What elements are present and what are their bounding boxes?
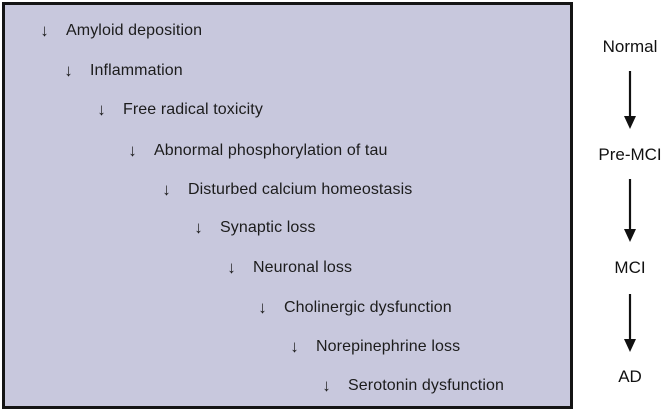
stage-label-ad: AD xyxy=(618,367,642,386)
cascade-row-abnormal-phosphorylation-of-tau xyxy=(126,140,387,162)
down-arrow-icon: ↓ xyxy=(40,21,49,40)
cascade-row-amyloid-deposition xyxy=(38,20,202,42)
down-arrow-icon: ↓ xyxy=(162,180,171,199)
cascade-row-disturbed-calcium-homeostasis xyxy=(160,179,412,201)
cascade-label: Inflammation xyxy=(90,62,183,79)
down-arrow-icon: ↓ xyxy=(64,61,73,80)
cascade-label: Neuronal loss xyxy=(253,259,353,276)
stage-label-pre-mci: Pre-MCI xyxy=(598,145,662,164)
down-arrow-icon xyxy=(622,179,638,242)
cascade-row-neuronal-loss xyxy=(225,257,352,279)
stage-label-mci: MCI xyxy=(614,258,646,277)
down-arrow-icon: ↓ xyxy=(322,376,331,395)
cascade-label: Amyloid deposition xyxy=(66,22,203,39)
cascade-box xyxy=(2,2,573,409)
cascade-label: Serotonin dysfunction xyxy=(348,377,504,394)
cascade-row-free-radical-toxicity xyxy=(95,99,263,121)
cascade-row-norepinephrine-loss xyxy=(288,336,460,358)
cascade-label: Abnormal phosphorylation of tau xyxy=(154,142,388,159)
stage-label-normal: Normal xyxy=(602,37,658,56)
down-arrow-icon: ↓ xyxy=(128,141,137,160)
cascade-label: Disturbed calcium homeostasis xyxy=(188,181,413,198)
down-arrow-icon: ↓ xyxy=(290,337,299,356)
down-arrow-icon xyxy=(622,294,638,352)
down-arrow-icon: ↓ xyxy=(194,218,203,237)
cascade-label: Cholinergic dysfunction xyxy=(284,299,452,316)
cascade-label: Synaptic loss xyxy=(220,219,316,236)
down-arrow-icon: ↓ xyxy=(258,298,267,317)
cascade-row-serotonin-dysfunction xyxy=(320,375,504,397)
cascade-row-inflammation xyxy=(62,60,183,82)
down-arrow-icon xyxy=(622,71,638,129)
cascade-label: Free radical toxicity xyxy=(123,101,263,118)
progression-column xyxy=(573,0,665,415)
cascade-label: Norepinephrine loss xyxy=(316,338,461,355)
down-arrow-icon: ↓ xyxy=(227,258,236,277)
cascade-row-synaptic-loss xyxy=(192,217,316,239)
down-arrow-icon: ↓ xyxy=(97,100,106,119)
cascade-row-cholinergic-dysfunction xyxy=(256,297,452,319)
